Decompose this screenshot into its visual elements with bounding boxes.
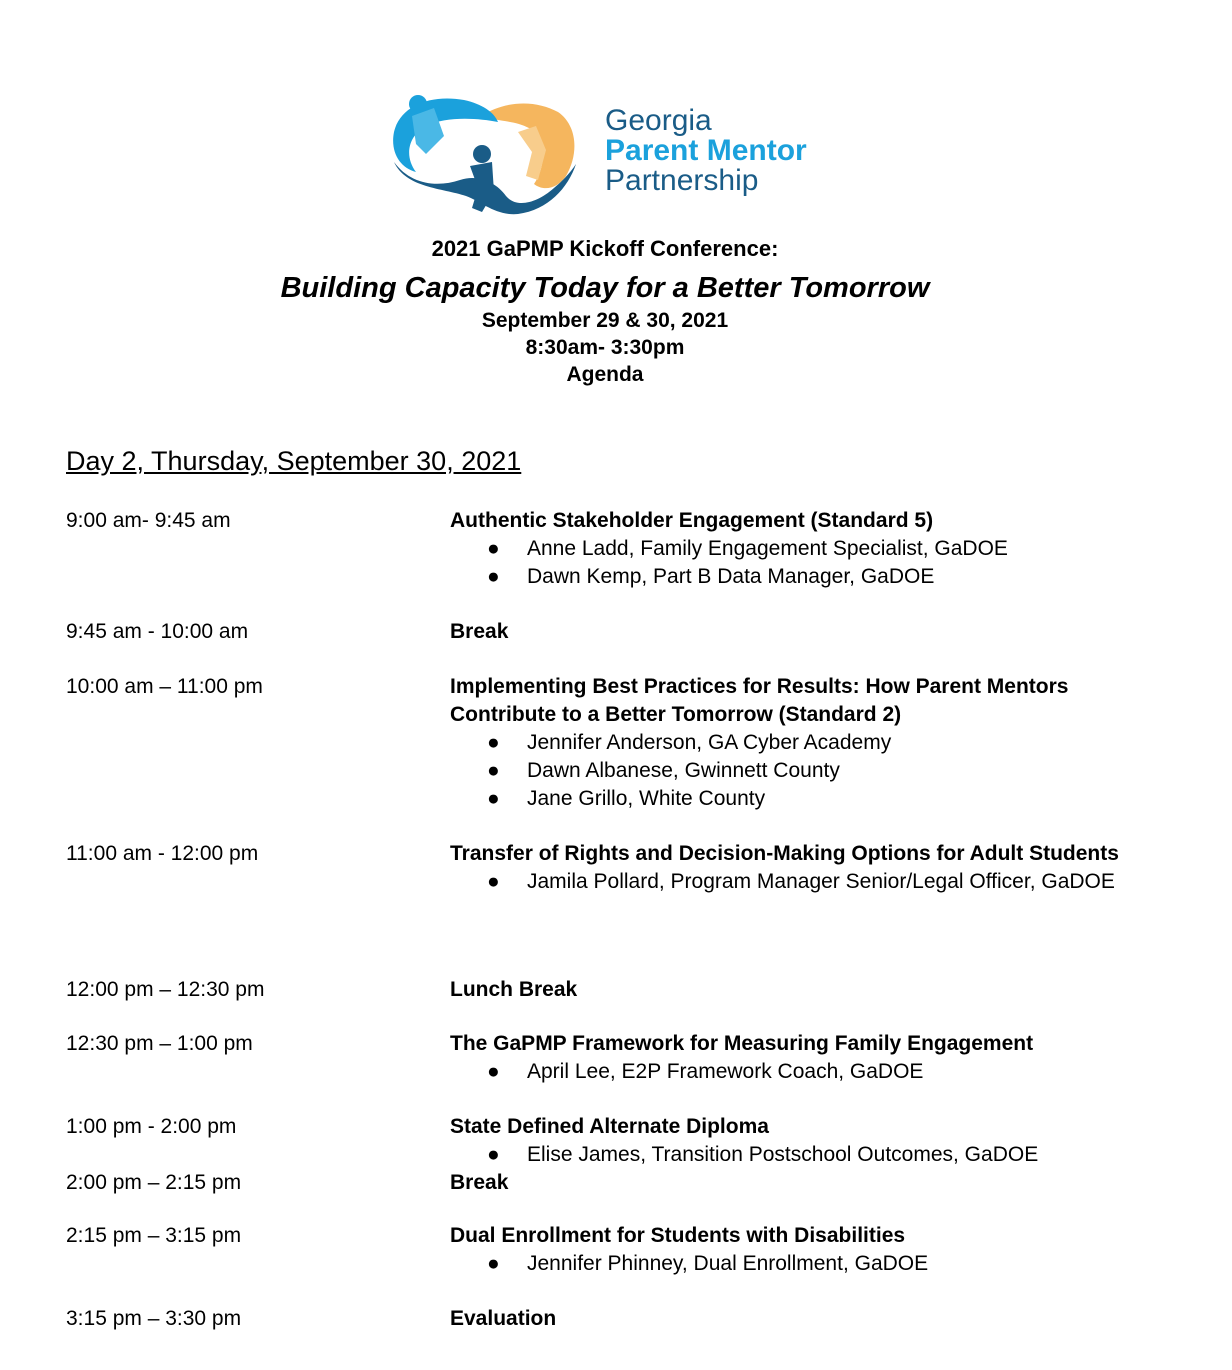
logo-line-parent-mentor: Parent Mentor	[605, 134, 807, 167]
speaker-text: Jennifer Phinney, Dual Enrollment, GaDOE	[527, 1252, 929, 1275]
session-title: Break	[450, 1171, 509, 1194]
session-title: Lunch Break	[450, 978, 578, 1001]
session-title: Authentic Stakeholder Engagement (Standard 5)	[450, 509, 934, 532]
session-time: 11:00 am - 12:00 pm	[66, 842, 259, 865]
speaker-item	[450, 1141, 1170, 1169]
session	[450, 1305, 1170, 1333]
bullet-icon: ●	[487, 565, 500, 588]
speaker-text: Jamila Pollard, Program Manager Senior/Legal Officer, GaDOE	[527, 870, 1115, 893]
logo	[386, 92, 826, 218]
speaker-item	[450, 785, 1170, 813]
bullet-icon: ●	[487, 537, 500, 560]
session-title: The GaPMP Framework for Measuring Family Engagement	[450, 1032, 1034, 1055]
speaker-list	[450, 868, 1170, 896]
session-time: 12:00 pm – 12:30 pm	[66, 978, 265, 1001]
speaker-item	[450, 868, 1170, 896]
session-time: 3:15 pm – 3:30 pm	[66, 1307, 242, 1330]
session	[450, 618, 1170, 646]
speaker-item	[450, 563, 1170, 591]
bullet-icon: ●	[487, 870, 500, 893]
speaker-text: Dawn Albanese, Gwinnett County	[527, 759, 840, 782]
speaker-list	[450, 1058, 1170, 1086]
session-time: 9:00 am- 9:45 am	[66, 509, 231, 532]
bullet-icon: ●	[487, 1143, 500, 1166]
session-time: 9:45 am - 10:00 am	[66, 620, 249, 643]
bullet-icon: ●	[487, 1252, 500, 1275]
speaker-list	[450, 1141, 1170, 1169]
conference-subtitle: Building Capacity Today for a Better Tomorrow	[280, 272, 930, 304]
session	[450, 840, 1170, 896]
conference-time: 8:30am- 3:30pm	[525, 336, 685, 359]
bullet-icon: ●	[487, 787, 500, 810]
speaker-text: Jane Grillo, White County	[527, 787, 766, 810]
speaker-text: Jennifer Anderson, GA Cyber Academy	[527, 731, 892, 754]
speaker-list	[450, 1250, 1170, 1278]
logo-line-georgia: Georgia	[605, 104, 712, 137]
session	[450, 507, 1170, 591]
speaker-text: April Lee, E2P Framework Coach, GaDOE	[527, 1060, 924, 1083]
logo-figures-icon	[386, 92, 586, 218]
conference-title: 2021 GaPMP Kickoff Conference:	[431, 236, 779, 261]
speaker-list	[450, 535, 1170, 591]
session	[450, 673, 1170, 813]
session-title: State Defined Alternate Diploma	[450, 1115, 769, 1138]
session	[450, 976, 1170, 1004]
speaker-item	[450, 535, 1170, 563]
conference-dates: September 29 & 30, 2021	[481, 309, 729, 332]
session-title: Dual Enrollment for Students with Disabilities	[450, 1224, 906, 1247]
session-time: 2:00 pm – 2:15 pm	[66, 1171, 242, 1194]
session	[450, 1113, 1170, 1169]
logo-line-partnership: Partnership	[605, 164, 759, 197]
bullet-icon: ●	[487, 759, 500, 782]
session	[450, 1222, 1170, 1278]
session-title: Break	[450, 620, 509, 643]
session-time: 1:00 pm - 2:00 pm	[66, 1115, 237, 1138]
speaker-text: Dawn Kemp, Part B Data Manager, GaDOE	[527, 565, 935, 588]
day-heading: Day 2, Thursday, September 30, 2021	[66, 446, 522, 476]
speaker-text: Elise James, Transition Postschool Outcomes, GaDOE	[527, 1143, 1039, 1166]
session-time: 10:00 am – 11:00 pm	[66, 675, 263, 698]
speaker-item	[450, 729, 1170, 757]
agenda-heading: Agenda	[566, 363, 644, 386]
bullet-icon: ●	[487, 1060, 500, 1083]
speaker-list	[450, 729, 1170, 813]
session	[450, 1030, 1170, 1086]
speaker-text: Anne Ladd, Family Engagement Specialist, GaDOE	[527, 537, 1008, 560]
session	[450, 1169, 1170, 1197]
session-title: Transfer of Rights and Decision-Making Options for Adult Students	[450, 842, 1119, 865]
session-time: 2:15 pm – 3:15 pm	[66, 1224, 242, 1247]
speaker-item	[450, 757, 1170, 785]
session-title: Implementing Best Practices for Results: How Parent Mentors Contribute to a Better Tomorrow (Standard 2)	[450, 675, 1069, 726]
speaker-item	[450, 1058, 1170, 1086]
speaker-item	[450, 1250, 1170, 1278]
session-time: 12:30 pm – 1:00 pm	[66, 1032, 253, 1055]
bullet-icon: ●	[487, 731, 500, 754]
session-title: Evaluation	[450, 1307, 557, 1330]
